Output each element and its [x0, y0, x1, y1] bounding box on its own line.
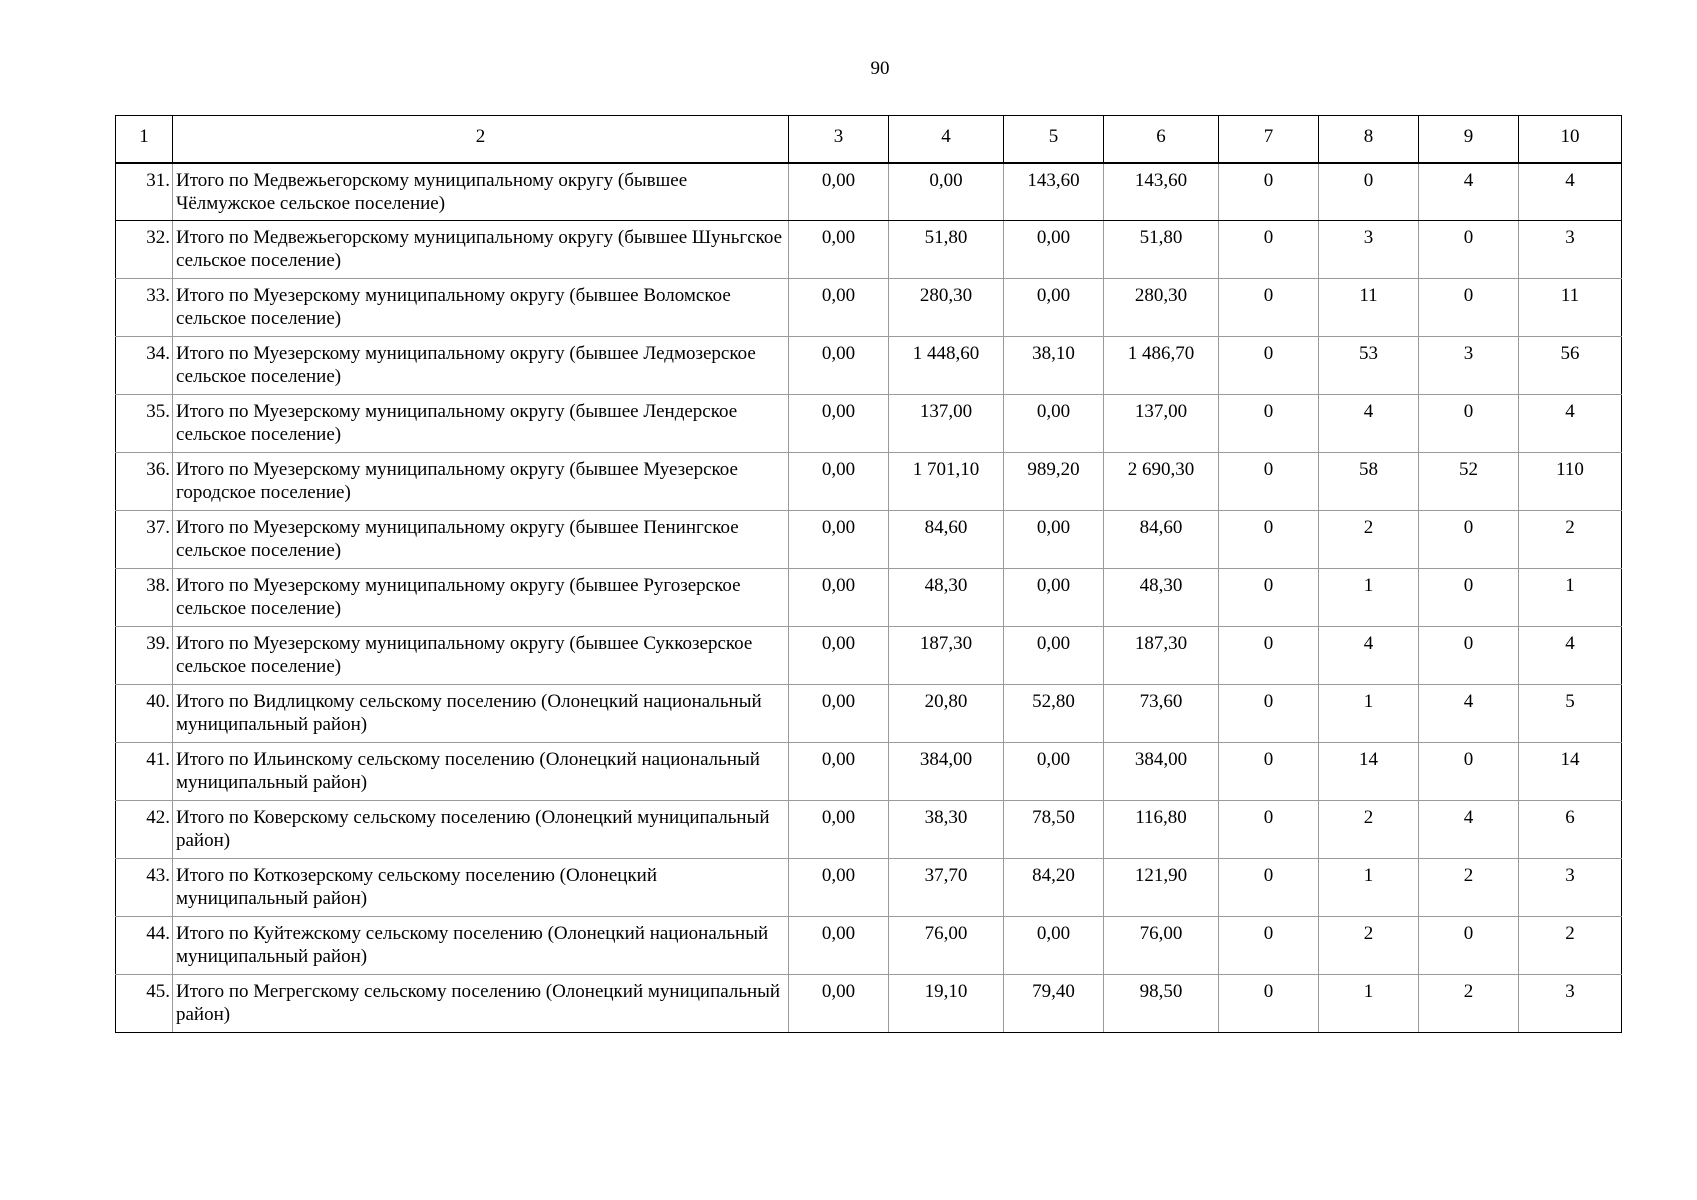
column-header: 6 [1104, 116, 1219, 163]
table-row [116, 975, 1622, 1033]
row-number: 43. [116, 859, 173, 917]
row-number: 45. [116, 975, 173, 1033]
row-value-col-9: 4 [1419, 163, 1519, 221]
row-value-col-6: 84,60 [1104, 511, 1219, 569]
row-value-col-7: 0 [1219, 743, 1319, 801]
row-value-col-8: 0 [1319, 163, 1419, 221]
row-value-col-10: 14 [1519, 743, 1622, 801]
row-value-col-6: 143,60 [1104, 163, 1219, 221]
table-row [116, 221, 1622, 279]
row-number: 42. [116, 801, 173, 859]
row-value-col-10: 1 [1519, 569, 1622, 627]
row-name: Итого по Муезерскому муниципальному округу (бывшее Лендерское сельское поселение) [173, 395, 789, 453]
row-name: Итого по Видлицкому сельскому поселению (Олонецкий национальный муниципальный район) [173, 685, 789, 743]
row-value-col-8: 4 [1319, 627, 1419, 685]
row-value-col-9: 0 [1419, 569, 1519, 627]
row-value-col-4: 19,10 [889, 975, 1004, 1033]
row-number: 31. [116, 163, 173, 221]
table-row [116, 337, 1622, 395]
row-value-col-4: 48,30 [889, 569, 1004, 627]
row-value-col-6: 98,50 [1104, 975, 1219, 1033]
row-name: Итого по Коткозерскому сельскому поселению (Олонецкий муниципальный район) [173, 859, 789, 917]
row-value-col-4: 384,00 [889, 743, 1004, 801]
row-value-col-10: 5 [1519, 685, 1622, 743]
row-name: Итого по Муезерскому муниципальному округу (бывшее Ругозерское сельское поселение) [173, 569, 789, 627]
table-row [116, 453, 1622, 511]
row-value-col-4: 187,30 [889, 627, 1004, 685]
row-value-col-8: 58 [1319, 453, 1419, 511]
row-value-col-7: 0 [1219, 569, 1319, 627]
row-value-col-3: 0,00 [789, 279, 889, 337]
row-value-col-9: 0 [1419, 221, 1519, 279]
row-value-col-6: 121,90 [1104, 859, 1219, 917]
row-value-col-5: 0,00 [1004, 917, 1104, 975]
row-number: 40. [116, 685, 173, 743]
row-value-col-6: 76,00 [1104, 917, 1219, 975]
row-value-col-6: 2 690,30 [1104, 453, 1219, 511]
row-value-col-9: 0 [1419, 279, 1519, 337]
row-value-col-10: 3 [1519, 859, 1622, 917]
row-value-col-10: 6 [1519, 801, 1622, 859]
row-value-col-3: 0,00 [789, 917, 889, 975]
row-value-col-6: 384,00 [1104, 743, 1219, 801]
row-value-col-9: 2 [1419, 859, 1519, 917]
row-value-col-6: 137,00 [1104, 395, 1219, 453]
column-header: 3 [789, 116, 889, 163]
row-number: 35. [116, 395, 173, 453]
row-value-col-4: 20,80 [889, 685, 1004, 743]
table-row [116, 917, 1622, 975]
row-value-col-4: 38,30 [889, 801, 1004, 859]
row-value-col-7: 0 [1219, 801, 1319, 859]
row-number: 41. [116, 743, 173, 801]
row-value-col-8: 2 [1319, 511, 1419, 569]
row-value-col-3: 0,00 [789, 221, 889, 279]
row-value-col-4: 51,80 [889, 221, 1004, 279]
row-value-col-6: 187,30 [1104, 627, 1219, 685]
table-row [116, 511, 1622, 569]
row-value-col-8: 3 [1319, 221, 1419, 279]
row-value-col-5: 0,00 [1004, 221, 1104, 279]
row-name: Итого по Муезерскому муниципальному округу (бывшее Воломское сельское поселение) [173, 279, 789, 337]
column-header: 7 [1219, 116, 1319, 163]
row-value-col-8: 11 [1319, 279, 1419, 337]
row-number: 39. [116, 627, 173, 685]
row-value-col-3: 0,00 [789, 163, 889, 221]
row-value-col-6: 48,30 [1104, 569, 1219, 627]
table-row [116, 163, 1622, 221]
row-value-col-3: 0,00 [789, 395, 889, 453]
row-value-col-7: 0 [1219, 337, 1319, 395]
row-number: 44. [116, 917, 173, 975]
row-name: Итого по Ильинскому сельскому поселению (Олонецкий национальный муниципальный район) [173, 743, 789, 801]
row-value-col-7: 0 [1219, 163, 1319, 221]
row-value-col-3: 0,00 [789, 975, 889, 1033]
table-row [116, 569, 1622, 627]
row-value-col-9: 2 [1419, 975, 1519, 1033]
row-value-col-7: 0 [1219, 221, 1319, 279]
row-value-col-3: 0,00 [789, 743, 889, 801]
row-value-col-3: 0,00 [789, 453, 889, 511]
row-value-col-5: 143,60 [1004, 163, 1104, 221]
row-value-col-3: 0,00 [789, 685, 889, 743]
column-header: 1 [116, 116, 173, 163]
row-value-col-8: 2 [1319, 917, 1419, 975]
row-value-col-10: 3 [1519, 975, 1622, 1033]
row-value-col-7: 0 [1219, 395, 1319, 453]
row-number: 36. [116, 453, 173, 511]
row-value-col-9: 4 [1419, 685, 1519, 743]
row-value-col-5: 0,00 [1004, 279, 1104, 337]
row-value-col-5: 38,10 [1004, 337, 1104, 395]
row-value-col-5: 78,50 [1004, 801, 1104, 859]
row-value-col-5: 0,00 [1004, 395, 1104, 453]
row-value-col-9: 4 [1419, 801, 1519, 859]
row-value-col-8: 1 [1319, 569, 1419, 627]
table-row [116, 801, 1622, 859]
row-value-col-4: 37,70 [889, 859, 1004, 917]
row-value-col-8: 4 [1319, 395, 1419, 453]
row-value-col-4: 1 701,10 [889, 453, 1004, 511]
row-value-col-6: 73,60 [1104, 685, 1219, 743]
row-value-col-4: 137,00 [889, 395, 1004, 453]
page-number: 90 [870, 58, 890, 79]
row-value-col-3: 0,00 [789, 801, 889, 859]
table-header-row [116, 116, 1622, 163]
row-value-col-7: 0 [1219, 511, 1319, 569]
row-value-col-6: 51,80 [1104, 221, 1219, 279]
row-value-col-5: 0,00 [1004, 511, 1104, 569]
table-row [116, 859, 1622, 917]
row-value-col-10: 4 [1519, 163, 1622, 221]
row-value-col-7: 0 [1219, 453, 1319, 511]
column-header: 4 [889, 116, 1004, 163]
row-value-col-9: 3 [1419, 337, 1519, 395]
row-number: 32. [116, 221, 173, 279]
row-value-col-9: 52 [1419, 453, 1519, 511]
row-value-col-4: 280,30 [889, 279, 1004, 337]
row-value-col-8: 1 [1319, 859, 1419, 917]
row-name: Итого по Муезерскому муниципальному округу (бывшее Суккозерское сельское поселение) [173, 627, 789, 685]
data-table [115, 115, 1622, 1033]
row-value-col-6: 116,80 [1104, 801, 1219, 859]
row-name: Итого по Куйтежскому сельскому поселению (Олонецкий национальный муниципальный район) [173, 917, 789, 975]
row-value-col-4: 84,60 [889, 511, 1004, 569]
row-value-col-7: 0 [1219, 279, 1319, 337]
row-value-col-10: 4 [1519, 395, 1622, 453]
column-header: 10 [1519, 116, 1622, 163]
row-value-col-8: 14 [1319, 743, 1419, 801]
row-value-col-4: 1 448,60 [889, 337, 1004, 395]
row-value-col-9: 0 [1419, 743, 1519, 801]
row-number: 37. [116, 511, 173, 569]
row-value-col-9: 0 [1419, 395, 1519, 453]
table-row [116, 685, 1622, 743]
row-value-col-8: 1 [1319, 975, 1419, 1033]
row-value-col-5: 0,00 [1004, 569, 1104, 627]
row-value-col-5: 84,20 [1004, 859, 1104, 917]
row-value-col-9: 0 [1419, 627, 1519, 685]
column-header: 2 [173, 116, 789, 163]
row-value-col-5: 52,80 [1004, 685, 1104, 743]
row-value-col-3: 0,00 [789, 569, 889, 627]
row-value-col-8: 1 [1319, 685, 1419, 743]
row-value-col-5: 79,40 [1004, 975, 1104, 1033]
row-value-col-4: 76,00 [889, 917, 1004, 975]
row-value-col-3: 0,00 [789, 627, 889, 685]
row-value-col-7: 0 [1219, 685, 1319, 743]
row-value-col-10: 110 [1519, 453, 1622, 511]
row-value-col-6: 280,30 [1104, 279, 1219, 337]
row-name: Итого по Мегрегскому сельскому поселению (Олонецкий муниципальный район) [173, 975, 789, 1033]
row-value-col-3: 0,00 [789, 511, 889, 569]
row-value-col-7: 0 [1219, 975, 1319, 1033]
row-value-col-9: 0 [1419, 917, 1519, 975]
row-value-col-5: 0,00 [1004, 743, 1104, 801]
row-name: Итого по Коверскому сельскому поселению (Олонецкий муниципальный район) [173, 801, 789, 859]
row-name: Итого по Медвежьегорскому муниципальному округу (бывшее Чёлмужское сельское поселение) [173, 163, 789, 221]
row-name: Итого по Муезерскому муниципальному округу (бывшее Ледмозерское сельское поселение) [173, 337, 789, 395]
row-value-col-4: 0,00 [889, 163, 1004, 221]
row-name: Итого по Медвежьегорскому муниципальному округу (бывшее Шуньгское сельское поселение) [173, 221, 789, 279]
row-value-col-3: 0,00 [789, 859, 889, 917]
row-value-col-10: 2 [1519, 917, 1622, 975]
row-value-col-5: 0,00 [1004, 627, 1104, 685]
row-value-col-7: 0 [1219, 859, 1319, 917]
row-name: Итого по Муезерскому муниципальному округу (бывшее Муезерское городское поселение) [173, 453, 789, 511]
row-number: 34. [116, 337, 173, 395]
row-name: Итого по Муезерскому муниципальному округу (бывшее Пенингское сельское поселение) [173, 511, 789, 569]
row-value-col-10: 56 [1519, 337, 1622, 395]
column-header: 5 [1004, 116, 1104, 163]
row-number: 38. [116, 569, 173, 627]
column-header: 9 [1419, 116, 1519, 163]
table-row [116, 395, 1622, 453]
row-value-col-8: 2 [1319, 801, 1419, 859]
row-value-col-10: 11 [1519, 279, 1622, 337]
row-number: 33. [116, 279, 173, 337]
column-header: 8 [1319, 116, 1419, 163]
row-value-col-7: 0 [1219, 627, 1319, 685]
row-value-col-6: 1 486,70 [1104, 337, 1219, 395]
row-value-col-10: 2 [1519, 511, 1622, 569]
table-row [116, 627, 1622, 685]
row-value-col-8: 53 [1319, 337, 1419, 395]
table-row [116, 279, 1622, 337]
row-value-col-9: 0 [1419, 511, 1519, 569]
row-value-col-3: 0,00 [789, 337, 889, 395]
row-value-col-10: 4 [1519, 627, 1622, 685]
row-value-col-5: 989,20 [1004, 453, 1104, 511]
table-row [116, 743, 1622, 801]
row-value-col-10: 3 [1519, 221, 1622, 279]
row-value-col-7: 0 [1219, 917, 1319, 975]
